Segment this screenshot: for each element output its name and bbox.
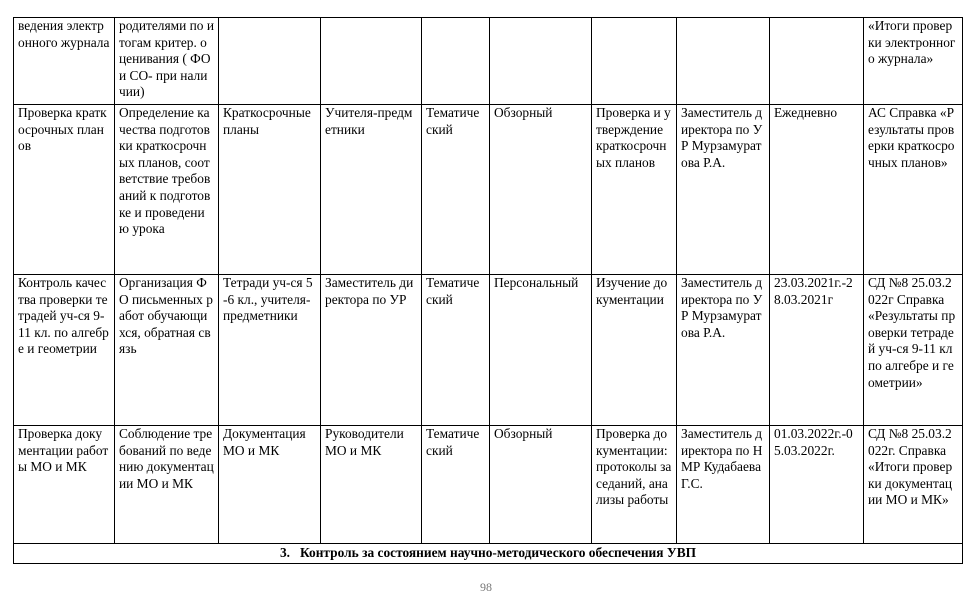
table-cell: Ежедневно [770,105,864,275]
table-cell: Обзорный [490,105,592,275]
table-cell: Заместитель директора по УР Мурзамуратова Р.А. [677,105,770,275]
table-cell [219,18,321,105]
table-cell: Документация МО и МК [219,426,321,544]
table-row [14,18,963,105]
table-cell: Проверка краткосрочных планов [14,105,115,275]
table-row [14,105,963,275]
table-cell: Обзорный [490,426,592,544]
table-cell [770,18,864,105]
table-cell: Заместитель директора по УР Мурзамуратова Р.А. [677,275,770,426]
table-cell: Заместитель директора по НМР Кудабаева Г.С. [677,426,770,544]
table-cell: Организация ФО письменных работ обучающихся, обратная связь [115,275,219,426]
table-cell: Проверка документации работы МО и МК [14,426,115,544]
table-cell: Заместитель директора по УР [321,275,422,426]
table-cell: Соблюдение требований по ведению документации МО и МК [115,426,219,544]
table-row [14,426,963,544]
table-cell: Проверка документации: протоколы заседаний, анализы работы [592,426,677,544]
table-cell: 23.03.2021г.-28.03.2021г [770,275,864,426]
control-plan-table [13,17,963,564]
section-heading [14,544,963,564]
page-number: 98 [480,580,492,594]
table-cell: Руководители МО и МК [321,426,422,544]
table-cell: АС Справка «Результаты проверки краткосрочных планов» [864,105,963,275]
table-cell: Краткосрочные планы [219,105,321,275]
table-cell [592,18,677,105]
section-heading-row [14,544,963,564]
section-number: 3. [279,544,290,560]
table-cell [422,18,490,105]
table-cell: Определение качества подготовки краткосрочных планов, соответствие требований к подготовке и проведению урока [115,105,219,275]
table-cell: Изучение документации [592,275,677,426]
table-cell: Контроль качества проверки тетрадей уч-ся 9-11 кл. по алгебре и геометрии [14,275,115,426]
table-cell [490,18,592,105]
table-cell: Учителя-предметники [321,105,422,275]
table-cell: родителями по итогам критер. оценивания ( ФО и СО- при наличии) [115,18,219,105]
section-title: Контроль за состоянием научно-методического обеспечения УВП [299,544,697,560]
table-cell: Проверка и утверждение краткосрочных планов [592,105,677,275]
table-cell: «Итоги проверки электронного журнала» [864,18,963,105]
table-cell: Тематический [422,105,490,275]
table-cell: ведения электронного журнала [14,18,115,105]
table-cell: Персональный [490,275,592,426]
table-cell: СД №8 25.03.2022г Справка «Результаты проверки тетрадей уч-ся 9-11 кл по алгебре и геометрии» [864,275,963,426]
table-cell [321,18,422,105]
table-cell: СД №8 25.03.2022г. Справка «Итоги проверки документации МО и МК» [864,426,963,544]
table-cell [677,18,770,105]
table-cell: Тетради уч-ся 5-6 кл., учителя-предметники [219,275,321,426]
table-cell: Тематический [422,275,490,426]
table-cell: 01.03.2022г.-05.03.2022г. [770,426,864,544]
table-cell: Тематический [422,426,490,544]
table-row [14,275,963,426]
